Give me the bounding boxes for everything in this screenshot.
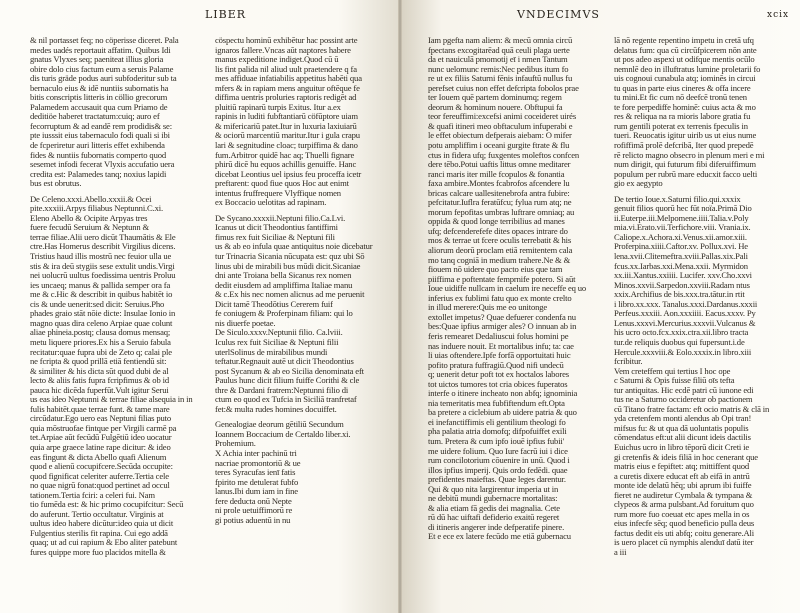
- text-line: phades graio stāt nōie dicte: Insulae Ionio in: [30, 309, 176, 319]
- text-line: tum. Pretera & cum ipfo iouē ipfius fubii': [428, 436, 565, 446]
- text-line: mo tanq cogniā in medium trahere.Ne & &: [428, 255, 571, 265]
- text-line: delatus fum: qua cū circūfpicerem nōn ante: [614, 45, 757, 55]
- text-line: ei inefanctiffimis eli gentilium theologi fo: [428, 417, 566, 427]
- text-line: quod fignificat celeriter auferre.Tertia cele: [30, 471, 169, 481]
- text-line: tationem.Tertia fciri: a celeri fui. Nam: [30, 490, 155, 500]
- text-line: nas induere nouit. Et mortalibus infu; ta: cae: [428, 341, 574, 351]
- text-line: teftatur.Regnauit autē ut dicit Theodontius: [215, 357, 354, 367]
- text-line: cöspectu hominū exhibētur hac possint arte: [215, 36, 358, 45]
- text-line: cōmendatus eft:ut alii dicunt ideis dactilis: [614, 433, 751, 443]
- text-line: ut pos adeo aspexi ut odifque mentis ocūlo: [614, 55, 755, 65]
- text-line: nia temeritatis mea fubfiftendum eft.Opta: [428, 398, 565, 408]
- text-line: Icanus ut dicit Theodontius fantiffimi: [215, 223, 338, 233]
- text-line: lanus.Ibi dum iam in fine: [215, 487, 298, 497]
- text-line: Tristius haud illis mostrū nec feuior ulla ue: [30, 252, 172, 262]
- text-line: num dirigit, qui futurum fibi diferuiffimum: [614, 160, 756, 170]
- text-line: uultus ideo habere dicūtur:ideo quia ut dicit: [30, 519, 174, 529]
- text-line: dedit eiusdem ad ampliffima Italiae manu: [215, 280, 353, 290]
- text-line: tu quas in parte eius cineres & offa incere: [614, 83, 751, 93]
- text-line: fcribitur.: [614, 357, 643, 367]
- text-line: morum fepofitas umbras luftrare omniaq; au: [428, 207, 575, 217]
- text-line: teres Syracufas ienī fatis: [215, 468, 296, 478]
- right-page: [402, 0, 800, 613]
- text-line: Proferpina.xiiii.Caftor.xv. Pollux.xvi. He: [614, 242, 748, 252]
- text-line: c Saturni & Opis fuisse filiū oīs tefta: [614, 376, 735, 386]
- text-line: a curetis dixere educat eft ab eifā in antrū: [614, 471, 750, 481]
- text-line: Dicit tamē Theodōtius Cererem fuif: [215, 299, 333, 309]
- text-line: gio ex aegypto: [614, 179, 663, 189]
- text-line: dicebat Leontius uel ipsius feu proceffa icetr: [215, 169, 362, 179]
- text-line: nis diuerfe poetae.: [215, 318, 276, 328]
- text-line: yda cretenfem monti alendus ab Opi tran!: [614, 414, 752, 424]
- text-line: ter Iouem quē partem dominumq; regem: [428, 93, 562, 103]
- text-line: lis fint palida nil aliud uult praetendere q fa: [215, 64, 357, 74]
- text-line: ni prole uetuiffimorū re: [215, 506, 293, 516]
- text-line: faxa ambire.Montes fcabrofos afcendere lu: [428, 179, 570, 189]
- text-line: prefidentes maieftas. Quae leges darentur.: [428, 475, 566, 485]
- right-column-1: [428, 36, 598, 542]
- text-line: eas fingunt & dicta Abello quafi Alienum: [30, 452, 167, 462]
- text-line: mos & terrae ut fcere oculis terrebatit & his: [428, 236, 572, 246]
- text-line: fpectans excogitarēad quā ceuli plaga uerte: [428, 45, 570, 55]
- text-line: gi cretenfis & ideis filiā in hoc cenerant que: [614, 452, 758, 462]
- text-line: xxix.Archifius de bis.xxx.tra.tātur.in rtit: [614, 290, 745, 300]
- text-line: li uias oftendere.Ipfe forfā opportuitati huic: [428, 351, 571, 361]
- text-line: do auferunt. Tertio occultatur. Virginis at: [30, 509, 164, 519]
- text-line: terrae filiae.Alii uero dicūt Thaumātis & Ele: [30, 232, 176, 242]
- text-line: lā nō regente repentino impetu in cretā ufq: [614, 36, 754, 45]
- text-line: tur.de reliquis duobus qui fupersunt.i.de: [614, 337, 745, 347]
- text-line: uterlSolinus de mirabilibus mundi: [215, 347, 328, 357]
- text-line: De Siculo.xxxv.Neptunii filio. Ca.lviii.: [215, 328, 343, 338]
- text-line: pefcitatur.Iuflra feratūfcu; fylua rum atq; ne: [428, 198, 572, 208]
- text-line: nunc uelomunc remis:Nec pedibus itum fo: [428, 64, 569, 74]
- text-line: Eleno Abello & Ocipite Arpyas tres: [30, 213, 148, 223]
- text-line: mfers & in rapiam mens anguitur oftēque fe: [215, 83, 360, 93]
- text-line: oppida & quod longe terribilius ad manes: [428, 217, 565, 227]
- text-line: res & reliqua na ra mioris labore gratia fu: [614, 112, 751, 122]
- text-line: dere tēbo.Potui uaftis littus omne meditarer: [428, 160, 571, 170]
- text-line: us & ab eo infula quae antiquitus noie dicebatur: [215, 242, 373, 252]
- left-page: [0, 0, 398, 613]
- text-line: piiffima e poftentate femprnife potero. Si aūt: [428, 274, 576, 284]
- text-line: fecorruptum & ad eandē rem prodidis& se:: [30, 121, 172, 131]
- text-line: dis turis gräde podus auri subfoderitur sub ta: [30, 74, 177, 84]
- text-line: bernaculo eius & idē nuntiis subornatis ha: [30, 83, 169, 93]
- text-line: aliorum deorū proclam etiā remitentem cala: [428, 246, 573, 256]
- text-line: post Sycanum & ab eo Sicilia denominata eft: [215, 366, 364, 376]
- text-line: rum gentili poterat ex terrenis fpeculis in: [614, 121, 748, 131]
- text-line: fimus rex fuit Siciliae & Neptuni fili: [215, 232, 335, 242]
- text-line: tus ne a Saturno occideretur ob pactionem: [614, 395, 753, 405]
- text-line: pite.xxxiii.Arpys filiabus Neptunni.C.xi.: [30, 204, 164, 214]
- text-line: ctre.Has Homerus describit Virgilius dicens.: [30, 242, 176, 252]
- text-line: credita est: Palamedes tanq; noxius lapidi: [30, 169, 167, 179]
- text-line: le effet obiectum defperais aiebam: O mifer: [428, 131, 572, 141]
- text-line: rum more fuo coeuat etc apes mella in os: [614, 509, 750, 519]
- text-line: Lenus.xxxvi.Mercurius.xxxvii.Vulcanus &: [614, 318, 756, 328]
- text-line: fet:& multa rudes homines docuiffet.: [215, 404, 337, 414]
- text-line: cis & unde uenerit:sed dicit: Seruius.Pho: [30, 299, 165, 309]
- text-line: his ucro octo.fcx.xxix.ctra.xii.libro tracta: [614, 328, 749, 338]
- text-line: matris eius e fepiftet: atq; mittiffent quod: [614, 462, 750, 472]
- text-line: extollet impetus? Quae defuerer condenfa nu: [428, 312, 576, 322]
- text-line: mes affiduae infatiabilis appetitus habēti qua: [215, 74, 362, 84]
- text-line: Prohemium.: [215, 439, 256, 449]
- text-line: linus ubi de mirabili bus mūdi dicit.Sicaniae: [215, 261, 361, 271]
- text-line: Ioue uidiffe nullcam in caelum ire neceffe eq uo: [428, 284, 587, 294]
- text-line: & c.Ex his nec nomen alicnus ad me peruenit: [215, 290, 365, 300]
- text-line: di itineris angerer inde defperatife pinere.: [428, 522, 565, 532]
- text-line: aliae phineia.postq; clausa domus mensaq;: [30, 328, 171, 338]
- text-line: us eas ideo Neptunni & terrae filiae alsequia in in: [30, 395, 193, 405]
- text-line: bricas calcare uallesitenebrofa antra fubire:: [428, 188, 570, 198]
- text-line: fpirito me detulerat fubfo: [215, 477, 299, 487]
- text-line: bus est obrutus.: [30, 179, 82, 189]
- text-line: circūdatur.Ego uero eas Neptuni filias puto: [30, 414, 172, 424]
- text-line: rum concilotorium cōuenire in unū. Quod i: [428, 456, 570, 466]
- text-line: te fore perpediffe hominē: cuius acta & mo: [614, 102, 756, 112]
- text-line: Caliope.x.Achora.xi.Venus.xii.amor.xiii.: [614, 232, 747, 242]
- text-line: sesemet infodi fecerat Vlyxis accufatio uera: [30, 160, 175, 170]
- text-line: cū Titano fratre factam: eft ocio matris & clā in: [614, 404, 770, 414]
- text-line: tio fumēda est: & hic primo cocupifcitur: Secū: [30, 500, 184, 510]
- text-line: De Celeno.xxxi.Abello.xxxii.& Ocei: [30, 194, 152, 204]
- text-line: nacriae promontoriū & ue: [215, 458, 301, 468]
- text-line: lari & segnitudine cloac; turpiffima & dano: [215, 141, 358, 151]
- running-header-right: VNDECIMVS: [517, 8, 600, 21]
- text-line: phirū dicē hu equos achillis genuiffe. Hanc: [215, 160, 357, 170]
- text-line: fulis habitēt.quae terrae funt. & tame mare: [30, 404, 170, 414]
- text-line: pha palatia atria domofq; difpofuiffet exili: [428, 427, 567, 437]
- text-line: ignaros fallere.Vncas aūt naptores habere: [215, 45, 351, 55]
- text-line: quia arpe graece latine rape dicitur: & ideo: [30, 442, 171, 452]
- text-line: xx.iii.Xantus.xxiiii. Lucifer. xxv.Cho.xxvi: [614, 271, 752, 281]
- text-line: ne debitū mundi gubernacre mortalitas:: [428, 494, 558, 504]
- text-line: & nil portasset feq; no cöperisse diceret. Pala: [30, 36, 179, 45]
- text-line: quia mōstruofae fintque per Virgili carmē pa: [30, 423, 177, 433]
- text-line: thre & Dardani fratrem:Neptunni filio di: [215, 385, 349, 395]
- text-line: i libro.xx.xxx. Tanalus.xxxi.Dardanus.xxxii: [614, 299, 758, 309]
- text-line: ctum eo quod ex Tufcia in Siciliā tranfretaf: [215, 395, 357, 405]
- text-line: Qui & quo nita largirentur imperia ut in: [428, 484, 559, 494]
- text-line: tot uictos tumores tot cria obices fuperatos: [428, 379, 568, 389]
- text-line: interfe o itinere incheato non abfq; ignominia: [428, 389, 578, 399]
- text-line: ba pretere a ciclebium ab uidere patria & quo: [428, 408, 577, 418]
- text-line: q; uenerit detur poft tot ex hoctalos labores: [428, 370, 569, 380]
- text-line: pluitiū rapinarū turpis Exitus. Itur a.ex: [215, 102, 341, 112]
- text-line: monte ide delatū hēq; ubi aprum ibi fuiffe: [614, 481, 752, 491]
- text-line: mifsus fu: & ut qua dā uoluntatis populis: [614, 423, 749, 433]
- text-line: de fcperiretur auri litteris effet exhibenda: [30, 141, 165, 151]
- text-line: populum per rubrū mare educxit facco uelti: [614, 169, 758, 179]
- text-line: quod e alienū cocupifcere.Secūda occupite:: [30, 462, 173, 472]
- text-line: Euichus ucro in libro tēporū dicit Creti ie: [614, 442, 750, 452]
- text-line: Hercule.xxxviii.& Eolo.xxxix.in libro.xiii: [614, 347, 752, 357]
- text-line: De Sycano.xxxxii.Neptuni filio.Ca.Lvi.: [215, 213, 346, 223]
- text-line: magno quas dira celeno Arpiae quae colunt: [30, 318, 173, 328]
- right-column-2: [614, 36, 784, 558]
- text-line: rofiffimā prolē defcribā, Iter quod prepedē: [614, 141, 754, 151]
- text-line: gi potius aduentū in nu: [215, 515, 291, 525]
- text-line: illos ipfius imperij. Quis ordo fedēdi. quae: [428, 465, 568, 475]
- text-line: preftarent: quod fiue quos Hoc aut enimt: [215, 179, 349, 189]
- text-line: eius infecfe sēq; quod beneficio pulla deus: [614, 519, 755, 529]
- text-line: fures quippe more fuo placidos mitella &: [30, 547, 166, 557]
- text-line: fe coniugem & Proferpinam filiam: qui lo: [215, 309, 353, 319]
- text-line: recitatur:quae fupra ubi de Zeto q; calai ple: [30, 347, 172, 357]
- text-line: medes uadés reportauit affatim. Quibus Idi: [30, 45, 171, 55]
- text-line: a iii: [614, 547, 627, 557]
- text-line: & ociorū marcentiū maritur.Itur i gula crapu: [215, 131, 360, 141]
- text-line: dni ante Troiana bella Sicanus rex nomen: [215, 271, 352, 281]
- text-line: Ioannem Boccacium de Certaldo liber.xi.: [215, 429, 351, 439]
- text-line: re ut ex filiis Saturni fēnis infauftū nullus fu: [428, 74, 573, 84]
- text-line: & similiter & his dicta sūt quod dubi de al: [30, 366, 169, 376]
- text-line: lecto & aliis fatis fupra fcripfimus & ob id: [30, 376, 169, 386]
- text-line: Genealogiae deorum gētiliū Secundum: [215, 420, 344, 430]
- text-line: stis & ira deū stygiis sese extulit undis.Virgi: [30, 261, 175, 271]
- text-line: teor fereuffimi:excefsi animi coceideret uirés: [428, 112, 577, 122]
- text-line: Minos.xxvii.Sarpedon.xxviii.Radam ntus: [614, 280, 750, 290]
- text-line: ii.Euterpe.iii.Melpomene.iiii.Talia.v.Poly: [614, 213, 749, 223]
- text-line: & quafi itineri meo obftaculum infuperabi e: [428, 121, 573, 131]
- left-column-1: [30, 36, 200, 558]
- text-line: ufq; defcenderefefe dites opaces intrare do: [428, 226, 568, 236]
- text-line: fieret ne audiretur Cymbala & tympana &: [614, 490, 753, 500]
- text-line: feris remearet Dedaliuscui folus homini pe: [428, 331, 569, 341]
- text-line: mia.vi.Erato.vii.Terfichore.viii. Vrania.ix.: [614, 223, 751, 233]
- text-line: me uidere folium. Quo Iure facrū iui i dice: [428, 446, 568, 456]
- text-line: nemnlē deo in illuftratus lumine proletarii fo: [614, 64, 761, 74]
- text-line: manus expeditione indiget.Quod cū ū: [215, 55, 339, 65]
- text-line: nei uolucrū uultus foedissima uentris Proluu: [30, 271, 176, 281]
- text-line: clypeos & arma pulsbant.Ad foruitum quo: [614, 500, 754, 510]
- text-line: X Achia inter pachinū tri: [215, 448, 297, 458]
- text-line: rapinis in luditi fubftantiarū cöfūptore uiam: [215, 112, 358, 122]
- text-line: obire dolo cius factum eum a seruis Palame: [30, 64, 174, 74]
- text-line: pofito pratura fuffragiū.Quod nifi undecū: [428, 360, 564, 370]
- text-line: & alia etiam fā gedis dei magnalia. Cete: [428, 503, 560, 513]
- text-line: rē relicto magno obsecro in plenum meri e mi: [614, 150, 765, 160]
- text-line: deditiöe haberet tractatum:cuiq; auro ef: [30, 112, 160, 122]
- text-line: fum.Arbitror quidē hac aq; Thuelli fignare: [215, 150, 355, 160]
- text-line: gnatus Vlyxes seq; paeniteat illius gloria: [30, 55, 164, 65]
- text-line: ne fcripta & quod prillā etiā fentiendū sit:: [30, 357, 167, 367]
- text-line: pte iusssit eius tabernaculo fodi quali si ibi: [30, 131, 170, 141]
- text-line: no quae nigrū fonat:quod pertinet ad occul: [30, 481, 170, 491]
- text-line: da et nauiculā pmomotij eī i nmen Tantum: [428, 55, 568, 65]
- text-line: pauca hic dicēda fuperfūt.Vult igitur Serui: [30, 385, 169, 395]
- text-line: tur antiquitas. Hic ecdē patri cū iunone edi: [614, 385, 754, 395]
- text-line: metu liquere priores.Ex his a Seruio fabula: [30, 337, 171, 347]
- text-line: bitis conscriptis litteris in cöllio grecorum: [30, 93, 168, 103]
- text-line: Vem creteffem qui tertius I hoc ope: [614, 366, 731, 376]
- text-line: bes:Quae ipfius armiger ales? O innuan ab in: [428, 322, 577, 332]
- text-line: Perfeus.xxxiii. Aon.xxxiiii. Eacus.xxxv. Py: [614, 309, 756, 319]
- text-line: Fulgentius sterilis fit rapina. Cui ego addā: [30, 528, 168, 538]
- text-line: tueri. Reuocatis igitur uirib us ut eius nume: [614, 131, 757, 141]
- text-line: fides & nuntiis fubornatis comperto quod: [30, 150, 167, 160]
- text-line: fuere fecudū Seruium & Neptunn &: [30, 223, 150, 233]
- text-line: perefset cuius non effet defcripta fobolos prae: [428, 83, 579, 93]
- text-line: De tertio Ioue.x.Saturni filio.qui.xxxix: [614, 194, 741, 204]
- text-line: in illud merere:Quis me eo unitonge: [428, 303, 548, 313]
- text-line: lena.xvii.Clitemeftra.xviii.Pallas.xix.Pali: [614, 252, 748, 262]
- text-line: ies uncaeq; manus & pallida semper ora fa: [30, 280, 171, 290]
- text-line: me & c.Hic & describit in quibus habitēt io: [30, 290, 173, 300]
- text-line: uis cognoui cunabula atq; iominēs in circui: [614, 74, 756, 84]
- text-line: ctus in fidera ufq; fuxgentes moleftos confcen: [428, 150, 580, 160]
- text-line: diffima uentris proluries raptoris redigēt ad: [215, 93, 357, 103]
- text-line: Paulus hunc dicit filium fuiffe Corithi & cle: [215, 376, 360, 386]
- text-line: ranci maris iter mille fcopulos & fonantia: [428, 169, 565, 179]
- text-line: Palamedem accusauit qua cum Priamo de: [30, 102, 168, 112]
- text-line: factus dedit eis uti abfq; coitu generare.Ali: [614, 528, 755, 538]
- text-line: deorum & hominum nouere. Obftupui fa: [428, 102, 563, 112]
- text-line: intentus fruffrequere Vlyffique nomen: [215, 188, 341, 198]
- folio-number: xcix: [767, 10, 790, 20]
- text-line: Et e ece ex latere fecūdo me etiā gubernacu: [428, 532, 571, 542]
- text-line: fiouem nō uidere quo pacto eius que tam: [428, 265, 563, 275]
- text-line: Iculus rex fuit Siciliae & Neptuni filii: [215, 337, 339, 347]
- text-line: rū dū hac uiftafi defiderio exaitū regeret: [428, 513, 560, 523]
- text-line: inferius ex fublimi fatu quo ex monte crelto: [428, 293, 572, 303]
- text-line: fere deducta onū Nepte: [215, 496, 292, 506]
- text-line: ex Boccacio uelotitas ad rapinam.: [215, 198, 327, 208]
- text-line: is uero placet cū nymphis alenduī datū iter: [614, 538, 754, 548]
- text-line: & mifericariū patet.Itur in luxuria laxiuiarū: [215, 121, 357, 131]
- text-line: tet.Arpiae aūt fecūdū Fulgētiū ideo uocatur: [30, 433, 172, 443]
- text-line: tu mini.Et fic cum nō deefcē tronū tenen: [614, 93, 747, 103]
- text-line: fcus.xx.Iarbas.xxi.Mena.xxii. Myrmidon: [614, 261, 748, 271]
- running-header-left: LIBER: [205, 8, 247, 21]
- text-line: Iam pgefta nam aliem: & mecū omnia circū: [428, 36, 573, 45]
- text-line: quaq; ut ad cui rapium & Ebo aliter patebunt: [30, 538, 178, 548]
- text-line: potu ampliffim i oceani gurgite ftrate & flu: [428, 141, 570, 151]
- text-line: genuit filios quorū hec fūt noïa.Primā Dio: [614, 204, 752, 214]
- left-column-2: [215, 36, 385, 525]
- text-line: tur Trinacria Sicania nūcupata est: quz ubi Sō: [215, 252, 365, 262]
